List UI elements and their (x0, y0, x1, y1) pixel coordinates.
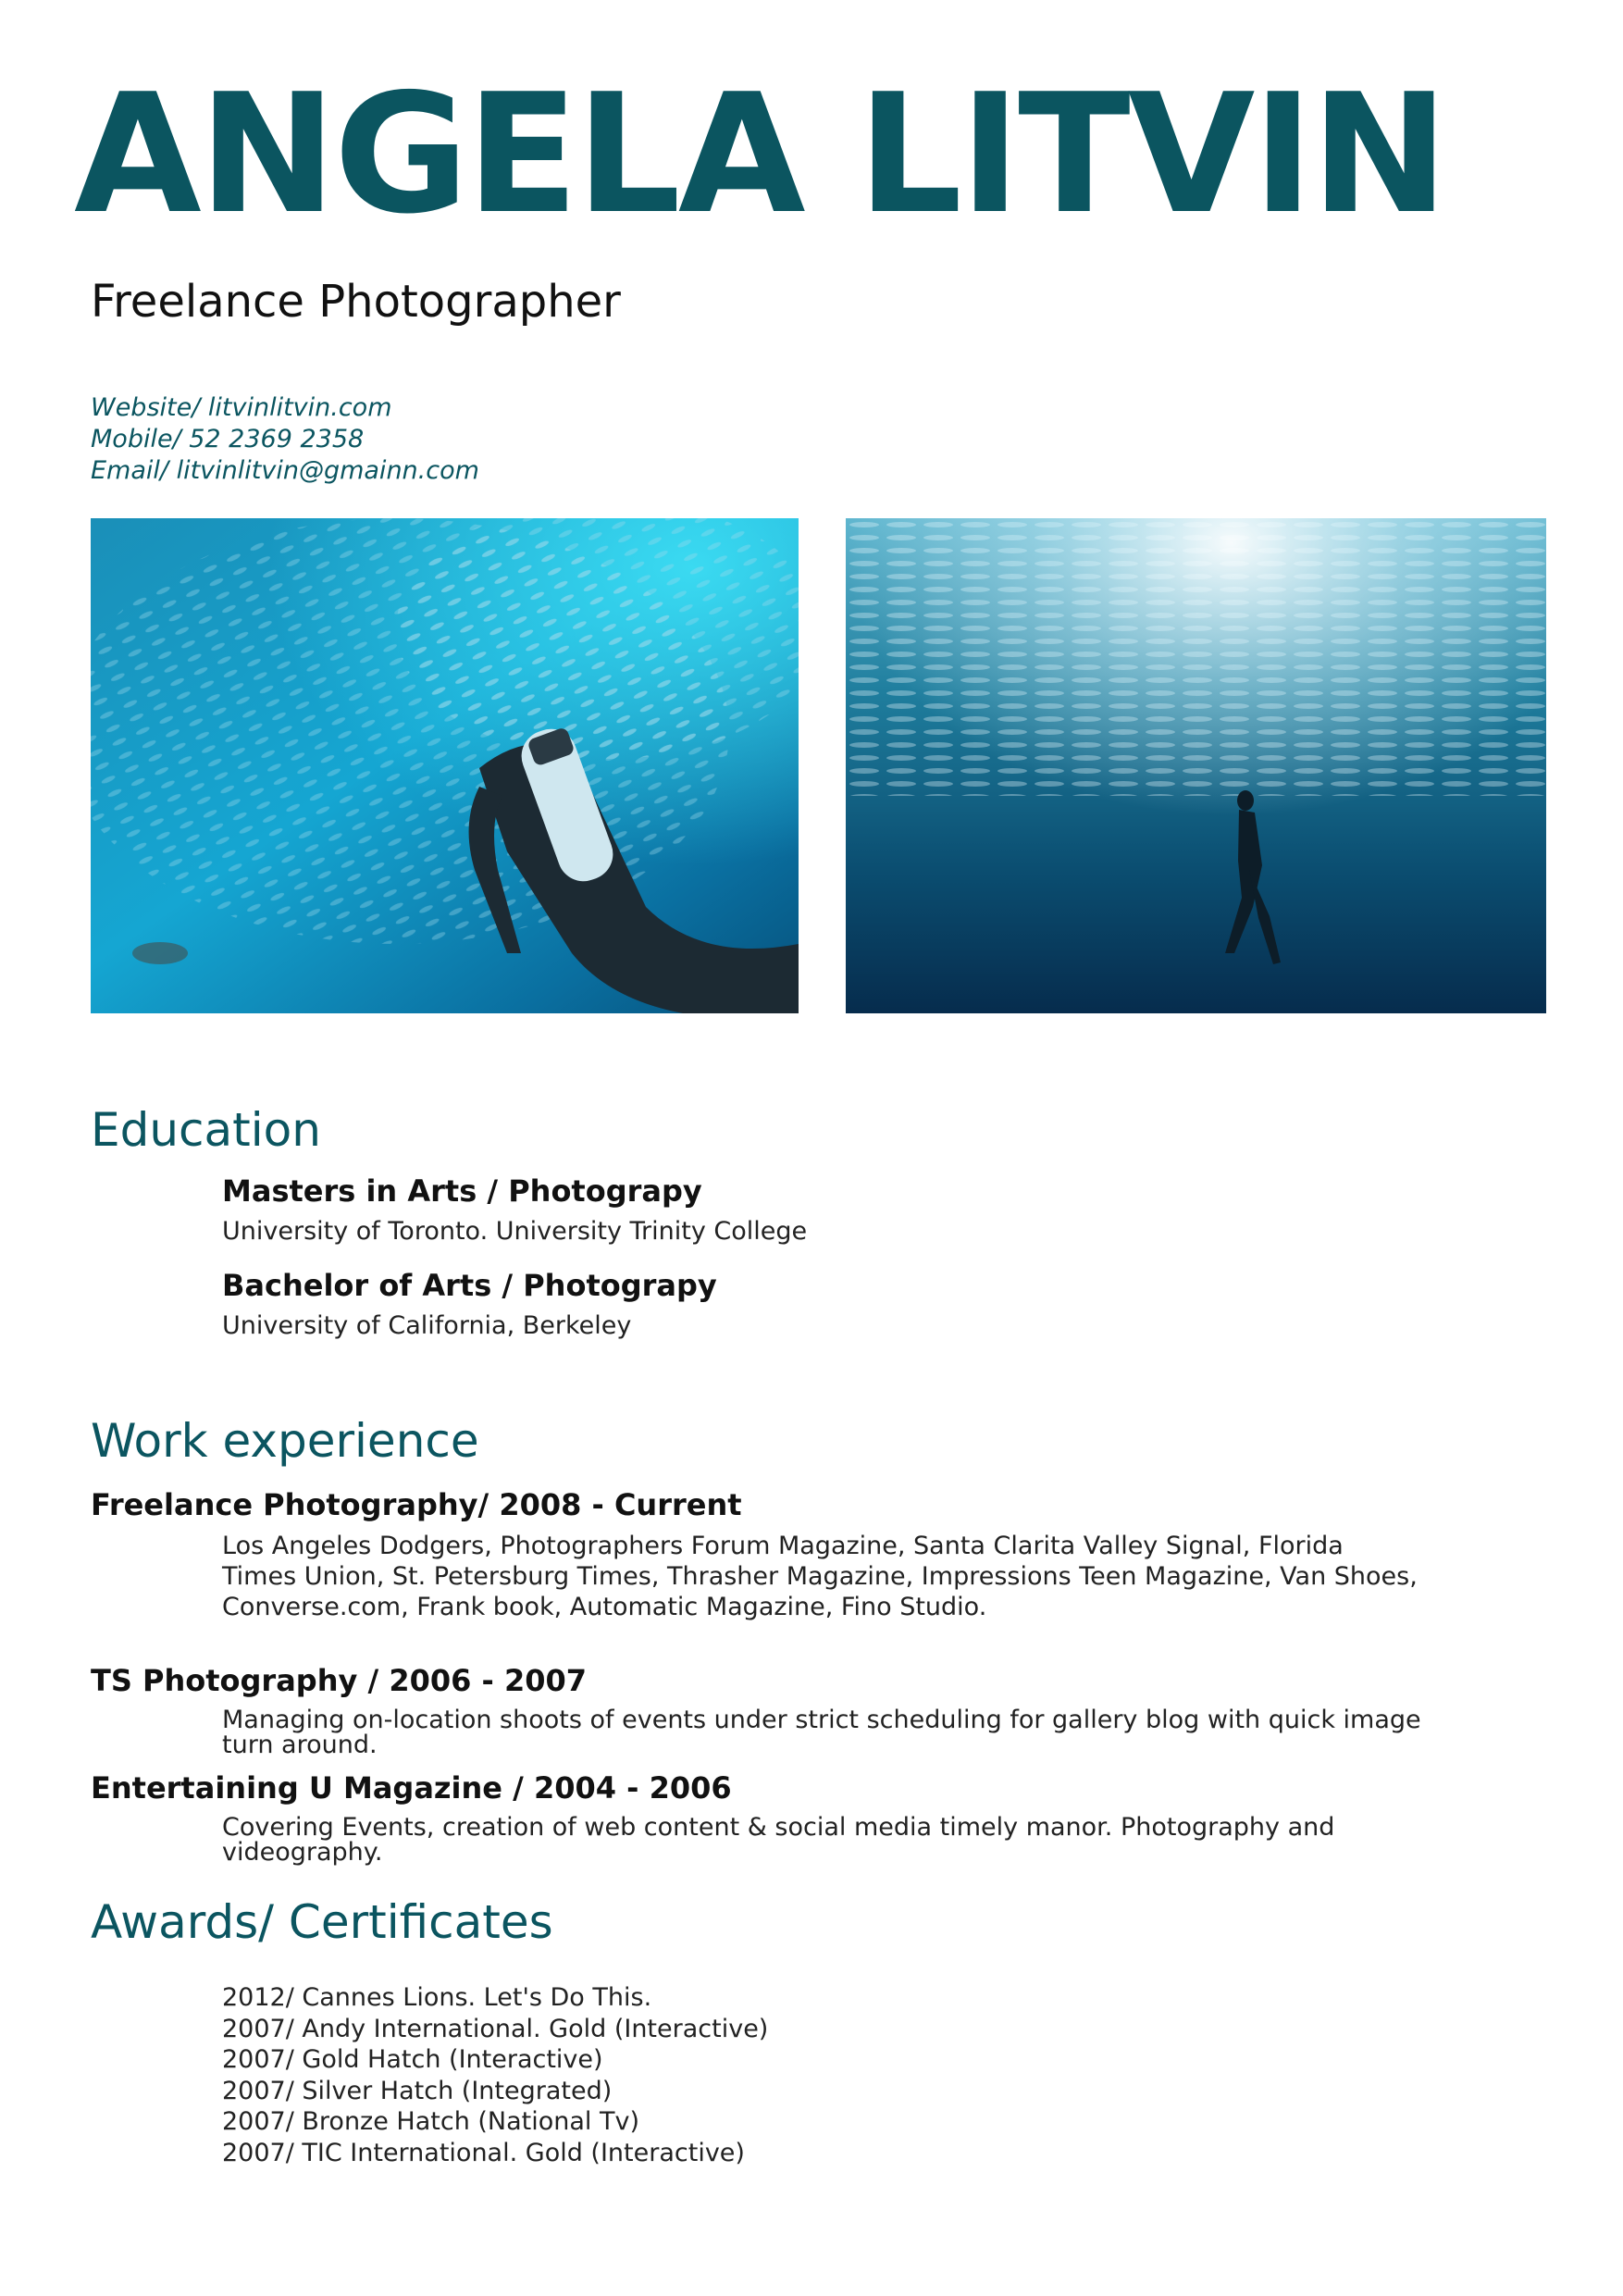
work-description-1: Los Angeles Dodgers, Photographers Forum Magazine, Santa Clarita Valley Signal, Florida Times Union, St. Petersburg Times, Thrasher Magazine, Impressions Teen Magazine, Van Shoes, Converse.com, Frank book, Automatic Magazine, Fino Studio. (222, 1532, 1418, 1621)
work-title-2: TS Photography / 2006 - 2007 (91, 1663, 587, 1698)
work-title-1: Freelance Photography/ 2008 - Current (91, 1487, 742, 1522)
award-item: 2007/ Gold Hatch (Interactive) (222, 2045, 603, 2074)
education-school-1: University of Toronto. University Trinity College (222, 1217, 808, 1246)
diver-photo (91, 518, 799, 1013)
award-item: 2007/ Bronze Hatch (National Tv) (222, 2107, 640, 2136)
awards-list (222, 1982, 768, 2168)
award-item: 2007/ TIC International. Gold (Interactive) (222, 2138, 745, 2167)
work-description-2: Managing on-location shoots of events under strict scheduling for gallery blog with quick image turn around. (222, 1706, 1421, 1759)
education-heading: Education (91, 1103, 321, 1157)
work-title-3: Entertaining U Magazine / 2004 - 2006 (91, 1770, 732, 1806)
contact-block (91, 392, 479, 487)
award-item: 2007/ Andy International. Gold (Interactive) (222, 2014, 769, 2043)
mobile-line: Mobile/ 52 2369 2358 (91, 425, 365, 453)
award-item: 2007/ Silver Hatch (Integrated) (222, 2076, 613, 2105)
freediver-photo (846, 518, 1546, 1013)
education-degree-1: Masters in Arts / Photograpy (222, 1173, 702, 1209)
work-description-3: Covering Events, creation of web content & social media timely manor. Photography and videography. (222, 1813, 1335, 1867)
email-line[interactable]: Email/ litvinlitvin@gmainn.com (91, 456, 479, 485)
awards-heading: Awards/ Certificates (91, 1895, 553, 1949)
education-school-2: University of California, Berkeley (222, 1311, 632, 1340)
website-line[interactable]: Website/ litvinlitvin.com (91, 393, 392, 422)
award-item: 2012/ Cannes Lions. Let's Do This. (222, 1983, 652, 2012)
job-title: Freelance Photographer (91, 276, 621, 328)
resume-name: ANGELA LITVIN (74, 58, 1446, 250)
work-heading: Work experience (91, 1414, 479, 1468)
education-degree-2: Bachelor of Arts / Photograpy (222, 1268, 717, 1303)
